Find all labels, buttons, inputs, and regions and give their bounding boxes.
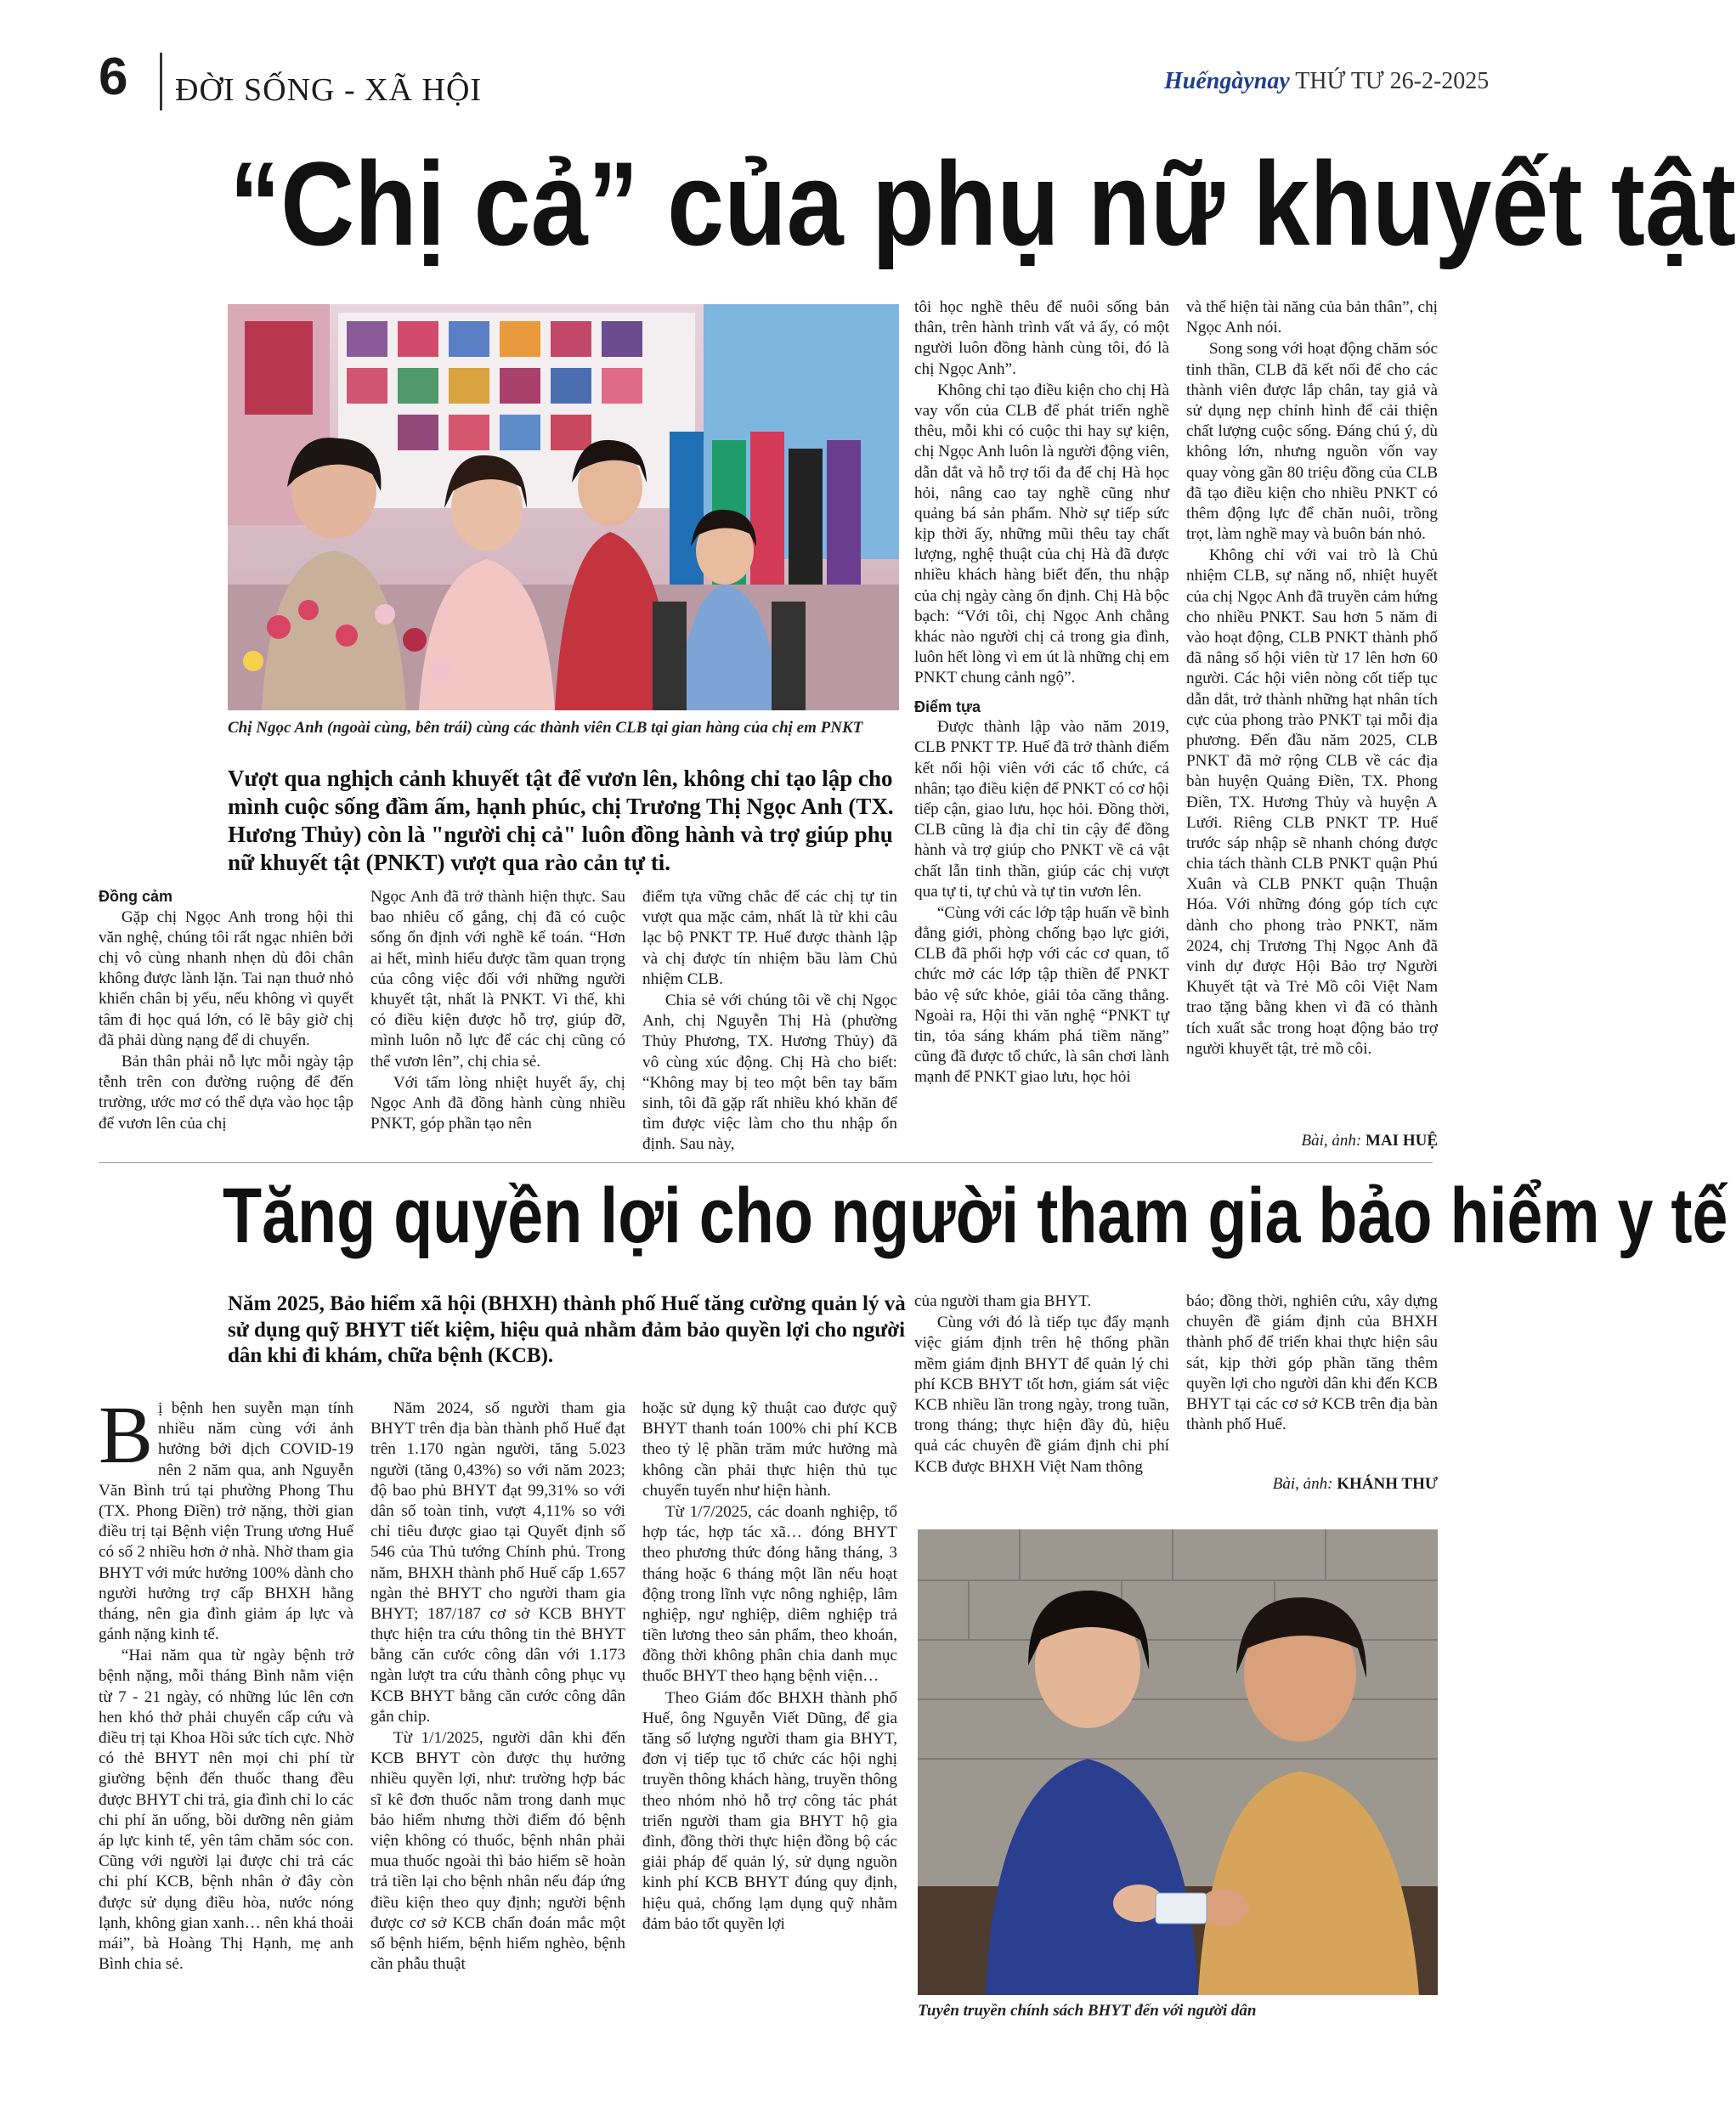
paragraph: Cùng với đó là tiếp tục đẩy mạnh việc giám định trên hệ thống phần mềm giám định BHYT để quản lý chi phí KCB BHYT tốt hơn, giám sát việc KCB nhiều lần trong ngày, trong tuần, trong tháng; thực hiện đầy đủ, hiệu quả các chuyên đề giám định chi phí KCB được BHXH Việt Nam thông: [914, 1314, 1169, 1476]
paragraph: Gặp chị Ngọc Anh trong hội thi văn nghệ, chúng tôi rất ngạc nhiên bởi chị vô cùng nhanh nhẹn dù đôi chân không được lành lặn. Tai nạn thuở nhỏ khiến chân bị yếu, nếu không vì quyết tâm đi học quá lớn, có lẽ bây giờ chị đã phải dùng nạng để di chuyển.: [99, 907, 353, 1049]
article1-column-4: [914, 297, 1169, 1089]
byline-author: MAI HUỆ: [1366, 1132, 1438, 1150]
paragraph: “Cùng với các lớp tập huấn về bình đẳng giới, phòng chống bạo lực giới, CLB đã phối hợp với các cơ quan, tổ chức mở các lớp tập thiền để PNKT bảo vệ sức khỏe, giải tỏa căng thẳng. Ngoài ra, Hội thi văn nghệ “PNKT tự tin, tỏa sáng khám phá tiềm năng” cũng đã được tổ chức, là sân chơi lành mạnh để PNKT giao lưu, học hỏi: [914, 903, 1169, 1087]
paragraph: và thể hiện tài năng của bản thân”, chị Ngọc Anh nói.: [1186, 298, 1438, 337]
paragraph: Song song với hoạt động chăm sóc tinh thần, CLB đã kết nối để cho các thành viên được lắp chân, tay giả và sử dụng nẹp chỉnh hình để cải thiện chất lượng cuộc sống. Đáng chú ý, dù không lớn, nhưng nguồn vốn vay quay vòng gần 80 triệu đồng của CLB đã tạo điều kiện cho nhiều PNKT có thêm động lực để chăn nuôi, trồng trọt, làm nghề may và buôn bán nhỏ.: [1186, 340, 1438, 544]
paragraph: Từ 1/1/2025, người dân khi đến KCB BHYT còn được thụ hưởng nhiều quyền lợi, như: trường hợp bác sĩ kê đơn thuốc nằm trong danh mục bảo hiểm nhưng thời điểm đó bệnh viện không có thuốc, bệnh nhân phải mua thuốc ngoài thì bảo hiểm sẽ hoàn trả tiền lại cho bệnh nhân nếu đáp ứng điều kiện theo quy định; người bệnh được cơ sở KCB chẩn đoán mắc một số bệnh hiếm, bệnh hiểm nghèo, bệnh cần phẫu thuật: [370, 1729, 625, 1974]
bhyt-photo-image: [918, 1529, 1438, 1995]
article2-column-2: [370, 1399, 625, 1975]
paragraph: Không chỉ với vai trò là Chủ nhiệm CLB, sự năng nổ, nhiệt huyết của chị Ngọc Anh đã truyền cảm hứng cho nhiều PNKT. Sau hơn 5 năm đi vào hoạt động, CLB PNKT thành phố đã nâng số hội viên từ 17 lên hơn 60 người. Các hội viên nòng cốt tiếp tục dẫn dắt, trở thành những hạt nhân tích cực của phong trào PNKT tại mỗi địa phương. Đến đầu năm 2025, CLB PNKT đã mở rộng CLB về các địa bàn huyện Quảng Điền, TX. Phong Điền, TX. Hương Thủy và huyện A Lưới. Riêng CLB PNKT TP. Huế trước sáp nhập sẽ nhanh chóng được chia tách thành CLB PNKT quận Phú Xuân và CLB PNKT quận Thuận Hóa. Với những đóng góp tích cực dành cho phong trào PNKT, năm 2024, chị Trương Thị Ngọc Anh đã vinh dự được Hội Bảo trợ Người Khuyết tật và Trẻ Mồ côi Việt Nam trao tặng bằng khen vì đã có thành tích xuất sắc trong hoạt động bảo trợ người khuyết tật, trẻ mồ côi.: [1186, 546, 1438, 1058]
paragraph: điểm tựa vững chắc để các chị tự tin vượt qua mặc cảm, nhất là từ khi câu lạc bộ PNKT TP. Huế được thành lập và chị được tín nhiệm bầu làm Chủ nhiệm CLB.: [642, 888, 897, 988]
paragraph: “Hai năm qua từ ngày bệnh trở bệnh nặng, mỗi tháng Bình nằm viện từ 7 - 21 ngày, có những lúc lên cơn hen khó thở phải chuyển cấp cứu và điều trị tại Khoa Hồi sức tích cực. Nhờ có thẻ BHYT nên mọi chi phí từ giường bệnh đến thuốc thang đều được BHYT chi trả, gia đình chỉ lo các chi phí ăn uống, bồi dưỡng nên giảm áp lực kinh tế, yên tâm chăm sóc con. Cũng với người lại được chi trả các chi phí KCB, bệnh nhân ở đây còn được sử dụng điều hòa, nước nóng lạnh, không gian xanh… nên khá thoải mái”, bà Hoàng Thị Hạnh, mẹ anh Bình chia sẻ.: [99, 1647, 353, 1974]
paragraph: hoặc sử dụng kỹ thuật cao được quỹ BHYT thanh toán 100% chi phí KCB theo tỷ lệ phần trăm mức hưởng mà không cần phải thực hiện thủ tục chuyển tuyến như hiện hành.: [642, 1399, 897, 1500]
article2-headline: Tăng quyền lợi cho người tham gia bảo hiểm y tế: [223, 1173, 1728, 1259]
article2-column-4: [914, 1291, 1169, 1478]
article1-column-5: [1186, 297, 1438, 1060]
paragraph: Với tấm lòng nhiệt huyết ấy, chị Ngọc Anh đã đồng hành cùng nhiều PNKT, góp phần tạo nên: [370, 1073, 625, 1133]
article1-column-1: [99, 887, 353, 1135]
paragraph: [99, 1389, 353, 1645]
byline-author: KHÁNH THƯ: [1337, 1475, 1438, 1493]
paragraph: tôi học nghề thêu để nuôi sống bản thân, trên hành trình vất vả ấy, có một người luôn đồng hành cùng tôi, đó là chị Ngọc Anh”.: [914, 298, 1169, 378]
paragraph: Theo Giám đốc BHXH thành phố Huế, ông Nguyễn Viết Dũng, để gia tăng số lượng người tham gia BHYT, đơn vị tiếp tục tổ chức các hội nghị truyền thông khách hàng, truyền thông theo nhóm nhỏ hỗ trợ công tác phát triển người tham gia BHYT hộ gia đình, đồng thời thực hiện đồng bộ các giải pháp để quản lý, sử dụng nguồn kinh phí KCB BHYT đúng quy định, hiệu quả, chống lạm dụng quỹ nhằm đảm bảo tốt quyền lợi: [642, 1688, 897, 1933]
paper-name: Huếngàynay: [1164, 68, 1290, 94]
article2-column-5: [1186, 1291, 1438, 1436]
article2-column-1: [99, 1389, 353, 1975]
header-divider: [160, 53, 162, 110]
masthead: [1164, 68, 1489, 95]
paragraph: của người tham gia BHYT.: [914, 1292, 1092, 1310]
article2-column-3: [642, 1399, 897, 1936]
paragraph: báo; đồng thời, nghiên cứu, xây dựng chuyên đề giám định của BHXH thành phố để triển khai thực hiện sâu sát, kịp thời góp phần tăng thêm quyền lợi cho người dân khi đến KCB BHYT tại các cơ sở KCB trên địa bàn thành phố Huế.: [1186, 1292, 1438, 1434]
paragraph: Năm 2024, số người tham gia BHYT trên địa bàn thành phố Huế đạt trên 1.170 ngàn người, tăng 5.023 người (tăng 0,43%) so với năm 2023; độ bao phủ BHYT đạt 99,31% so với dân số toàn tỉnh, vượt 4,11% so với chỉ tiêu được giao tại Quyết định số 546 của Thủ tướng Chính phủ. Trong năm, BHXH thành phố Huế cấp 1.657 ngàn thẻ BHYT cho người tham gia BHYT; 187/187 cơ sở KCB BHYT thực hiện tra cứu thông tin thẻ BHYT bằng căn cước công dân với 1.173 ngàn lượt tra cứu thành công phục vụ KCB BHYT bằng căn cước công dân gắn chip.: [370, 1399, 625, 1726]
byline-label: Bài, ảnh:: [1272, 1475, 1333, 1493]
paragraph: Từ 1/7/2025, các doanh nghiệp, tổ hợp tác, hợp tác xã… đóng BHYT theo phương thức đóng hằng tháng, 3 tháng hoặc 6 tháng một lần nếu hoạt động trong lĩnh vực nông nghiệp, lâm nghiệp, ngư nghiệp, diêm nghiệp trả tiền lương theo sản phẩm, theo khoán, đồng thời không phân chia danh mục thuốc BHYT theo hạng bệnh viện…: [642, 1502, 897, 1686]
article1-headline: “Chị cả” của phụ nữ khuyết tật: [229, 137, 1736, 270]
paragraph: Bản thân phải nỗ lực mỗi ngày tập tễnh trên con đường ruộng để đến trường, ước mơ có thể dựa vào học tập để vươn lên của chị: [99, 1052, 353, 1133]
paragraph: Được thành lập vào năm 2019, CLB PNKT TP. Huế đã trở thành điểm kết nối hội viên với các tổ chức, cá nhân; tạo điều kiện để PNKT có cơ hội tiếp cận, giao lưu, học hỏi. Đồng thời, CLB cũng là địa chỉ tin cậy để đồng hành và trợ giúp cho PNKT về cả vật chất lẫn tinh thần, giúp các chị vượt qua tự ti, tự chủ và tự tin vươn lên.: [914, 718, 1169, 901]
section-title: ĐỜI SỐNG - XÃ HỘI: [175, 72, 483, 108]
article1-byline: [1186, 1132, 1438, 1150]
subhead-diem-tua: Điểm tựa: [914, 698, 981, 715]
byline-label: Bài, ảnh:: [1301, 1132, 1362, 1150]
paragraph: Chia sẻ với chúng tôi về chị Ngọc Anh, chị Nguyễn Thị Hà (phường Thủy Phương, TX. Hương Thủy) đã vô cùng xúc động. Chị Hà cho biết: “Không may bị teo một bên tay bẩm sinh, tôi đã gặp rất nhiều khó khăn để tìm được việc làm cho thu nhập ổn định. Sau này,: [642, 991, 897, 1154]
article2-photo-caption: Tuyên truyền chính sách BHYT đến với người dân: [918, 2002, 1257, 2020]
article1-lede: Vượt qua nghịch cảnh khuyết tật để vươn lên, không chỉ tạo lập cho mình cuộc sống đầm ấm, hạnh phúc, chị Trương Thị Ngọc Anh (TX. Hương Thủy) còn là "người chị cả" luôn đồng hành và trợ giúp phụ nữ khuyết tật (PNKT) vượt qua rào cản tự ti.: [228, 766, 894, 875]
subhead-dong-cam: Đồng cảm: [99, 888, 173, 905]
paragraph: Không chỉ tạo điều kiện cho chị Hà vay vốn của CLB để phát triển nghề thêu, mỗi khi có cuộc thi hay sự kiện, chị Ngọc Anh luôn là người động viên, dẫn dắt và hỗ trợ tối đa để chị Hà học hỏi, nâng cao tay nghề cũng như quảng bá sản phẩm. Nhờ sự tiếp sức kịp thời ấy, những mũi thêu tay chất lượng, nghệ thuật của chị Hà đã được nhiều khách hàng biết đến, thu nhập của chị ngày càng ổn định. Chị Hà bộc bạch: “Với tôi, chị Ngọc Anh chẳng khác nào người chị cả trong gia đình, luôn hết lòng vì em út là những chị em PNKT chung cảnh ngộ”.: [914, 381, 1169, 687]
page-number: 6: [99, 48, 128, 106]
paragraph: Ngọc Anh đã trở thành hiện thực. Sau bao nhiêu cố gắng, chị đã có cuộc sống ổn định với nghề kế toán. “Hơn ai hết, mình hiểu được tầm quan trọng của công việc đối với những người khuyết tật, nhất là PNKT. Vì thế, khi có điều kiện được hỗ trợ, giúp đỡ, mình luôn nỗ lực để các chị cũng có thể vươn lên”, chị chia sẻ.: [370, 888, 625, 1071]
article2-byline: [1186, 1475, 1438, 1494]
article-divider: [99, 1162, 1433, 1163]
issue-date: THỨ TƯ 26-2-2025: [1295, 68, 1490, 94]
article2-lede: Năm 2025, Bảo hiểm xã hội (BHXH) thành phố Huế tăng cường quản lý và sử dụng quỹ BHYT tiết kiệm, hiệu quả nhằm đảm bảo quyền lợi cho người dân khi đi khám, chữa bệnh (KCB).: [228, 1292, 906, 1367]
paragraph-text: ị bệnh hen suyễn mạn tính nhiều năm cùng với ảnh hưởng bởi dịch COVID-19 nên 2 năm qua, anh Nguyễn Văn Bình trú tại phường Phong Thu (TX. Phong Điền) trở nặng, thời gian điều trị tại Bệnh viện Trung ương Huế có số 2 nhiều hơn ở nhà. Nhờ tham gia BHYT với mức hưởng 100% dành cho người hưởng trợ cấp BHXH hằng tháng, nên gia đình giảm áp lực và gánh nặng kinh tế.: [99, 1399, 353, 1644]
group-photo-image: [228, 304, 899, 710]
article1-photo-caption: Chị Ngọc Anh (ngoài cùng, bên trái) cùng các thành viên CLB tại gian hàng của chị em PNKT: [228, 719, 863, 737]
article1-column-3: [642, 887, 897, 1156]
article1-column-2: [370, 887, 625, 1135]
article1-photo: [228, 304, 899, 710]
dropcap: B: [99, 1389, 154, 1480]
article2-photo: [918, 1529, 1438, 1995]
